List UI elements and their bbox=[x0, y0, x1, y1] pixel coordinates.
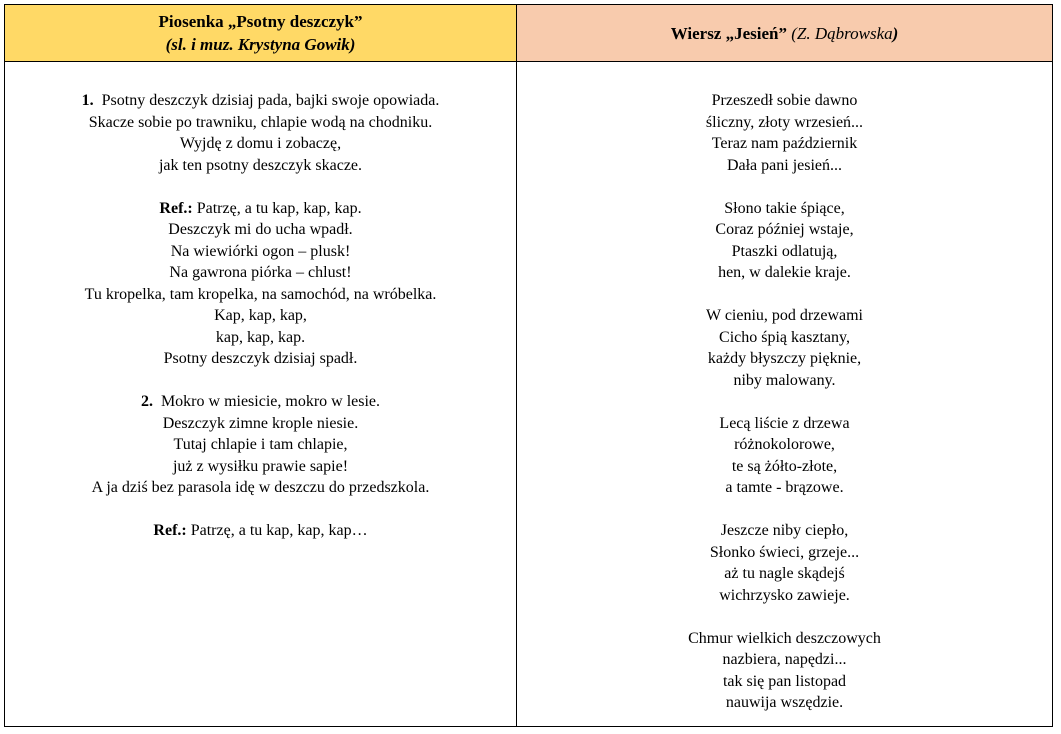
poem-line: Teraz nam październik bbox=[711, 135, 858, 152]
poem-author: (Z. Dąbrowska bbox=[791, 23, 893, 43]
poem-line: różnokolorowe, bbox=[734, 436, 835, 453]
stanza-1-line: Wyjdę z domu i zobaczę, bbox=[179, 135, 342, 152]
poem-line: Jeszcze niby ciepło, bbox=[720, 522, 849, 539]
poem-line: Słono takie śpiące, bbox=[724, 199, 845, 217]
stanza-2-line: A ja dziś bez parasola idę w deszczu do przedszkola. bbox=[91, 479, 430, 496]
stanza-2-line: Deszczyk zimne krople niesie. bbox=[162, 414, 359, 432]
stanza-2-number: 2. bbox=[140, 393, 153, 410]
refrain-line: kap, kap, kap. bbox=[215, 328, 306, 346]
poem-line: tak się pan listopad bbox=[722, 672, 847, 690]
refrain-line: Psotny deszczyk dzisiaj spadł. bbox=[163, 350, 358, 367]
song-authors: (sl. i muz. Krystyna Gowik) bbox=[165, 35, 356, 54]
poem-line: Słonko świeci, grzeje... bbox=[709, 543, 860, 561]
song-header bbox=[5, 5, 516, 62]
song-lyrics bbox=[5, 90, 516, 542]
poem-line: niby malowany. bbox=[733, 371, 836, 389]
refrain-label: Ref.: bbox=[153, 522, 187, 539]
poem-line: każdy błyszczy pięknie, bbox=[707, 350, 862, 367]
stanza-2-line: już z wysiłku prawie sapie! bbox=[172, 457, 349, 475]
poem-line: hen, w dalekie kraje. bbox=[718, 264, 851, 281]
poem-line: W cieniu, pod drzewami bbox=[706, 307, 863, 324]
poem-line: Przeszedł sobie dawno bbox=[711, 92, 858, 109]
stanza-1-number: 1. bbox=[81, 92, 94, 109]
song-body bbox=[5, 62, 516, 726]
poem-body bbox=[517, 62, 1052, 726]
refrain-line: Na gawrona piórka – chlust! bbox=[169, 264, 352, 281]
poem-line: śliczny, złoty wrzesień... bbox=[705, 113, 864, 131]
poem-line: aż tu nagle skądejś bbox=[724, 565, 845, 582]
poem-line: wichrzysko zawieje. bbox=[719, 586, 850, 604]
poem-title: Wiersz „Jesień” bbox=[670, 23, 787, 43]
poem-line: Chmur wielkich deszczowych bbox=[688, 629, 881, 647]
poem-line: nazbiera, napędzi... bbox=[722, 651, 847, 668]
refrain-line: Kap, kap, kap, bbox=[214, 307, 307, 324]
stanza-1-line: Skacze sobie po trawniku, chlapie wodą na chodniku. bbox=[88, 113, 433, 131]
refrain-repeat-line: Ref.: Patrzę, a tu kap, kap, kap… bbox=[153, 522, 368, 539]
poem-table bbox=[4, 4, 1053, 727]
stanza-1-line: 1. Psotny deszczyk dzisiaj pada, bajki swoje opowiada. bbox=[81, 92, 440, 109]
poem-line: te są żółto-złote, bbox=[731, 457, 838, 475]
song-title: Piosenka „Psotny deszczyk” bbox=[158, 12, 363, 31]
poem-line: Coraz później wstaje, bbox=[715, 221, 854, 238]
poem-line: Ptaszki odlatują, bbox=[731, 242, 838, 260]
refrain-line: Na wiewiórki ogon – plusk! bbox=[170, 242, 351, 260]
poem-line: Cicho śpią kasztany, bbox=[719, 328, 850, 346]
stanza-2-line: 2. Mokro w miesicie, mokro w lesie. bbox=[140, 393, 381, 410]
refrain-line: Tu kropelka, tam kropelka, na samochód, na wróbelka. bbox=[84, 285, 437, 303]
stanza-1-line: jak ten psotny deszczyk skacze. bbox=[158, 156, 363, 174]
poem-stanzas bbox=[517, 90, 1052, 714]
poem-line: Lecą liście z drzewa bbox=[719, 414, 850, 432]
stanza-2-line: Tutaj chlapie i tam chlapie, bbox=[173, 436, 348, 453]
song-column bbox=[5, 5, 517, 726]
poem-line: nauwija wszędzie. bbox=[725, 694, 844, 711]
poem-column bbox=[517, 5, 1052, 726]
refrain-line: Deszczyk mi do ucha wpadł. bbox=[168, 221, 353, 238]
refrain-label: Ref.: bbox=[159, 199, 193, 217]
poem-line: Dała pani jesień... bbox=[726, 156, 843, 174]
poem-line: a tamte - brązowe. bbox=[725, 479, 844, 496]
poem-header: Wiersz „Jesień” (Z. Dąbrowska) bbox=[517, 5, 1052, 62]
refrain-line: Ref.: Patrzę, a tu kap, kap, kap. bbox=[159, 199, 362, 217]
